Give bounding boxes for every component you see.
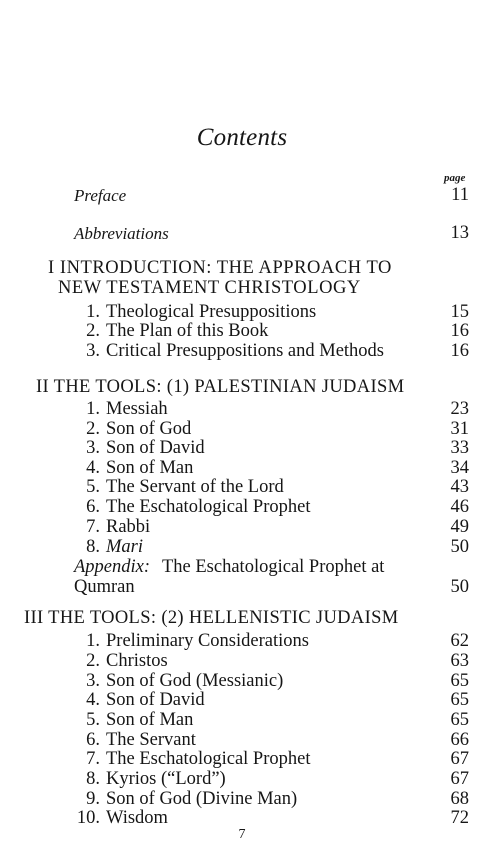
page-number: 7 — [238, 827, 246, 842]
entry-number: 8. — [86, 537, 100, 557]
front-matter-page: 11 — [451, 185, 469, 205]
entry-number: 8. — [86, 769, 100, 789]
front-matter-page: 13 — [450, 223, 469, 243]
entry-title: Critical Presuppositions and Methods — [106, 341, 384, 361]
entry-number: 7. — [86, 517, 100, 537]
entry-page: 67 — [450, 769, 469, 789]
entry-number: 9. — [86, 789, 100, 809]
entry-title: Messiah — [106, 399, 168, 419]
entry-page: 66 — [450, 730, 469, 750]
entry-number: 10. — [76, 808, 100, 828]
entry-page: 50 — [450, 537, 469, 557]
entry-title: Son of David — [106, 690, 205, 710]
entry-title: Theological Presuppositions — [106, 302, 317, 322]
entry-title: Mari — [106, 537, 143, 557]
entry-number: 3. — [86, 671, 100, 691]
appendix-title-continued: Qumran — [74, 577, 135, 597]
entry-number: 5. — [86, 710, 100, 730]
chapter-heading: NEW TESTAMENT CHRISTOLOGY — [58, 278, 361, 298]
entry-page: 15 — [450, 302, 469, 322]
entry-title: Son of Man — [106, 710, 194, 730]
entry-page: 63 — [450, 651, 469, 671]
entry-page: 16 — [450, 321, 469, 341]
entry-title: Son of God — [106, 419, 192, 439]
entry-number: 3. — [86, 341, 100, 361]
chapter-heading: I INTRODUCTION: THE APPROACH TO — [48, 258, 392, 278]
page-column-label: page — [444, 172, 466, 184]
entry-page: 23 — [450, 399, 469, 419]
entry-page: 67 — [450, 749, 469, 769]
entry-number: 5. — [86, 477, 100, 497]
entry-title: Rabbi — [106, 517, 151, 537]
front-matter-label: Preface — [74, 186, 127, 205]
entry-page: 72 — [450, 808, 469, 828]
entry-number: 1. — [86, 302, 100, 322]
entry-title: Son of God (Divine Man) — [106, 789, 298, 809]
entry-number: 1. — [86, 631, 100, 651]
entry-title: The Servant — [106, 730, 196, 750]
entry-page: 46 — [450, 497, 469, 517]
entry-title: Wisdom — [106, 808, 168, 828]
entry-page: 68 — [450, 789, 469, 809]
entry-number: 2. — [86, 651, 100, 671]
entry-page: 16 — [450, 341, 469, 361]
entry-page: 33 — [450, 438, 469, 458]
entry-page: 34 — [450, 458, 469, 478]
entry-page: 65 — [450, 671, 469, 691]
entry-page: 65 — [450, 710, 469, 730]
page-title: Contents — [196, 124, 288, 151]
entry-number: 4. — [86, 458, 100, 478]
entry-page: 65 — [450, 690, 469, 710]
entry-page: 31 — [450, 419, 469, 439]
entry-number: 4. — [86, 690, 100, 710]
appendix-title: The Eschatological Prophet at — [162, 557, 385, 577]
chapter-heading: III THE TOOLS: (2) HELLENISTIC JUDAISM — [24, 608, 399, 628]
entry-number: 3. — [86, 438, 100, 458]
entry-title: The Eschatological Prophet — [106, 497, 311, 517]
appendix-label: Appendix: — [74, 557, 151, 577]
entry-title: The Eschatological Prophet — [106, 749, 311, 769]
entry-number: 6. — [86, 730, 100, 750]
entry-page: 49 — [450, 517, 469, 537]
entry-number: 1. — [86, 399, 100, 419]
entry-title: Christos — [106, 651, 168, 671]
entry-page: 62 — [450, 631, 469, 651]
entry-number: 6. — [86, 497, 100, 517]
entry-title: The Plan of this Book — [106, 321, 269, 341]
entry-number: 2. — [86, 321, 100, 341]
entry-title: Preliminary Considerations — [106, 631, 309, 651]
chapter-heading: II THE TOOLS: (1) PALESTINIAN JUDAISM — [36, 377, 405, 397]
entry-title: The Servant of the Lord — [106, 477, 284, 497]
entry-number: 7. — [86, 749, 100, 769]
entry-number: 2. — [86, 419, 100, 439]
entry-title: Kyrios (“Lord”) — [106, 769, 226, 789]
entry-title: Son of Man — [106, 458, 194, 478]
entry-title: Son of God (Messianic) — [106, 671, 284, 691]
entry-page: 43 — [450, 477, 469, 497]
front-matter-label: Abbreviations — [74, 224, 169, 243]
entry-title: Son of David — [106, 438, 205, 458]
appendix-page: 50 — [450, 577, 469, 597]
